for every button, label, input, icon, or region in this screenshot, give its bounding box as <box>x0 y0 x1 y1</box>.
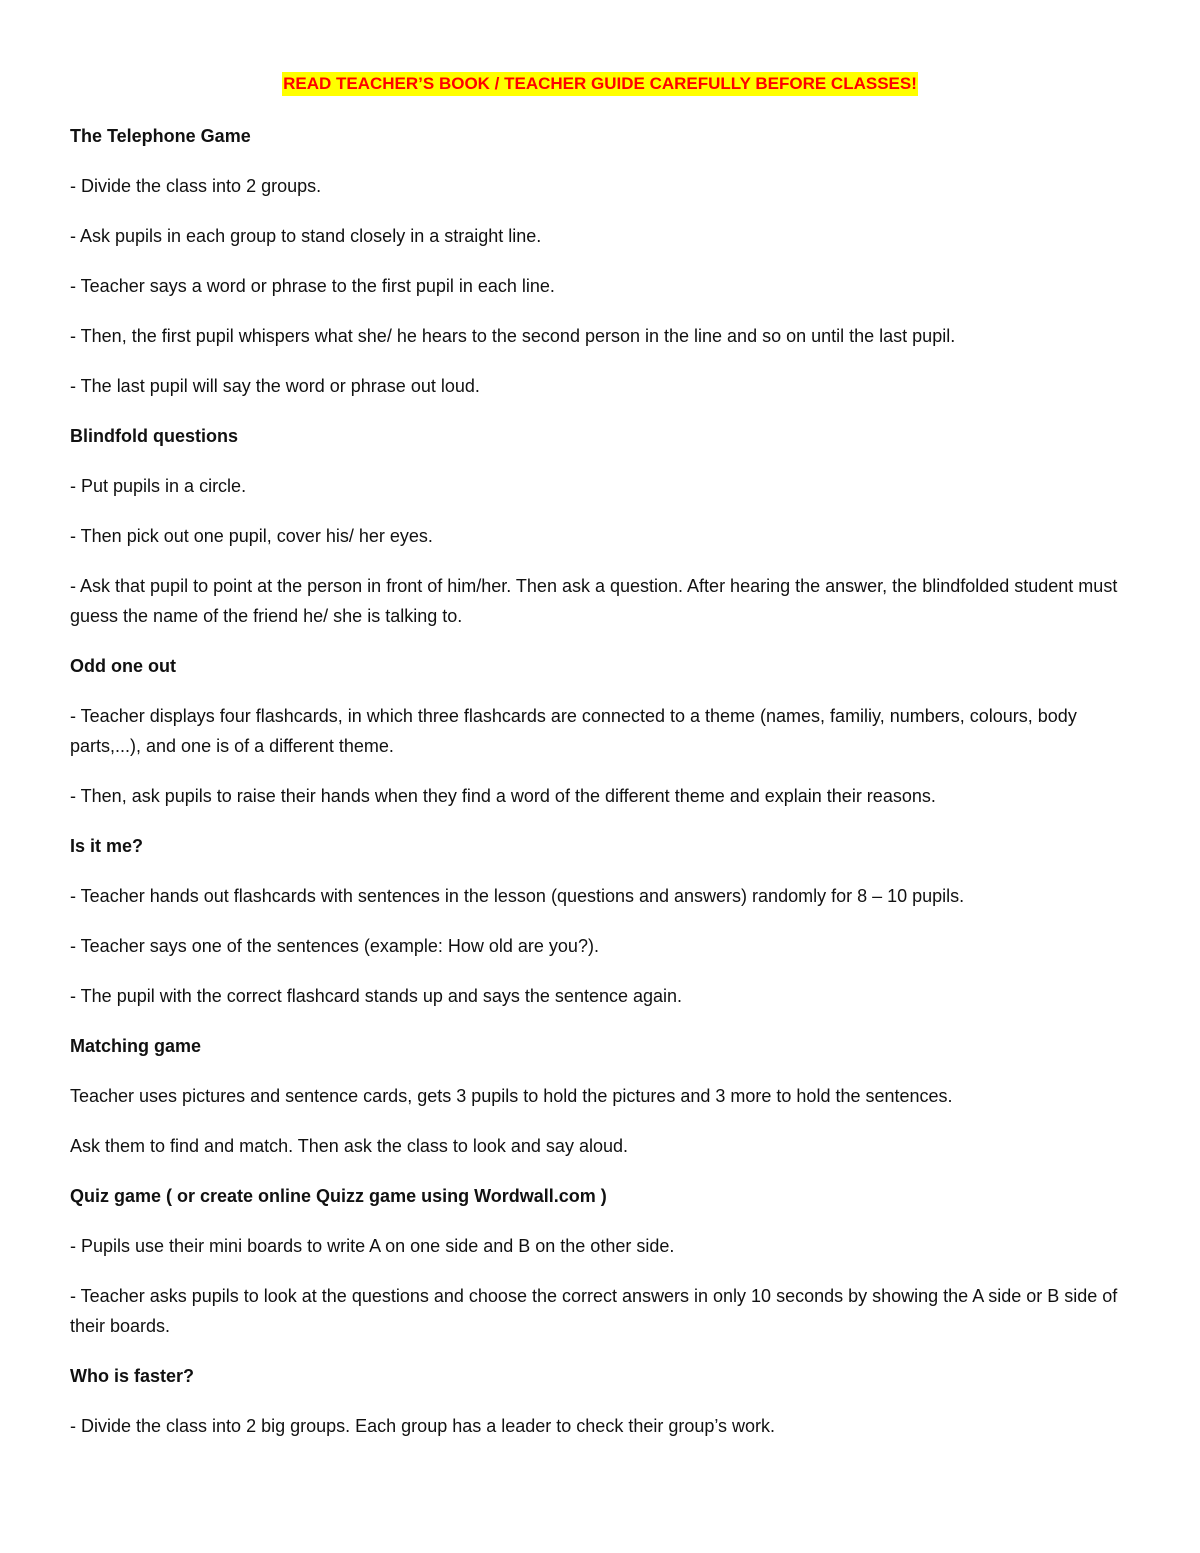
section-item: Ask them to find and match. Then ask the class to look and say aloud. <box>70 1136 628 1156</box>
section-item: - Teacher says a word or phrase to the first pupil in each line. <box>70 276 555 296</box>
section-heading: Odd one out <box>70 656 176 676</box>
section-item: - The pupil with the correct flashcard stands up and says the sentence again. <box>70 986 683 1006</box>
section-item: - Teacher displays four flashcards, in which three flashcards are connected to a theme (names, familiy, numbers, colours, body parts,...), and one is of a different theme. <box>70 706 1077 756</box>
section-telephone-game <box>70 121 1130 401</box>
section-blindfold-questions <box>70 421 1130 631</box>
section-heading: Quiz game ( or create online Quizz game using Wordwall.com ) <box>70 1186 607 1206</box>
section-item: - Ask pupils in each group to stand closely in a straight line. <box>70 226 542 246</box>
section-item: - Divide the class into 2 groups. <box>70 176 322 196</box>
section-heading: Who is faster? <box>70 1366 195 1386</box>
section-odd-one-out <box>70 651 1130 811</box>
section-heading: Matching game <box>70 1036 202 1056</box>
section-item: - Then pick out one pupil, cover his/ her eyes. <box>70 526 433 546</box>
section-item: - Pupils use their mini boards to write A on one side and B on the other side. <box>70 1236 675 1256</box>
section-heading: Is it me? <box>70 836 144 856</box>
section-quiz-game <box>70 1181 1130 1341</box>
banner-container <box>70 72 1130 100</box>
section-item: - Put pupils in a circle. <box>70 476 247 496</box>
section-item: - Divide the class into 2 big groups. Each group has a leader to check their group’s work. <box>70 1416 776 1436</box>
section-item: - Teacher hands out flashcards with sentences in the lesson (questions and answers) randomly for 8 – 10 pupils. <box>70 886 965 906</box>
section-item: Teacher uses pictures and sentence cards, gets 3 pupils to hold the pictures and 3 more to hold the sentences. <box>70 1086 953 1106</box>
warning-banner: READ TEACHER’S BOOK / TEACHER GUIDE CAREFULLY BEFORE CLASSES! <box>282 72 918 96</box>
section-item: - Then, the first pupil whispers what she/ he hears to the second person in the line and so on until the last pupil. <box>70 326 956 346</box>
section-who-is-faster <box>70 1361 1130 1441</box>
section-item: - The last pupil will say the word or phrase out loud. <box>70 376 480 396</box>
section-item: - Then, ask pupils to raise their hands when they find a word of the different theme and explain their reasons. <box>70 786 936 806</box>
section-is-it-me <box>70 831 1130 1011</box>
section-item: - Teacher asks pupils to look at the questions and choose the correct answers in only 10 seconds by showing the A side or B side of their boards. <box>70 1286 1118 1336</box>
section-matching-game <box>70 1031 1130 1161</box>
section-heading: Blindfold questions <box>70 426 238 446</box>
section-item: - Ask that pupil to point at the person in front of him/her. Then ask a question. After hearing the answer, the blindfolded student must guess the name of the friend he/ she is talking to. <box>70 576 1118 626</box>
section-item: - Teacher says one of the sentences (example: How old are you?). <box>70 936 599 956</box>
section-heading: The Telephone Game <box>70 126 251 146</box>
